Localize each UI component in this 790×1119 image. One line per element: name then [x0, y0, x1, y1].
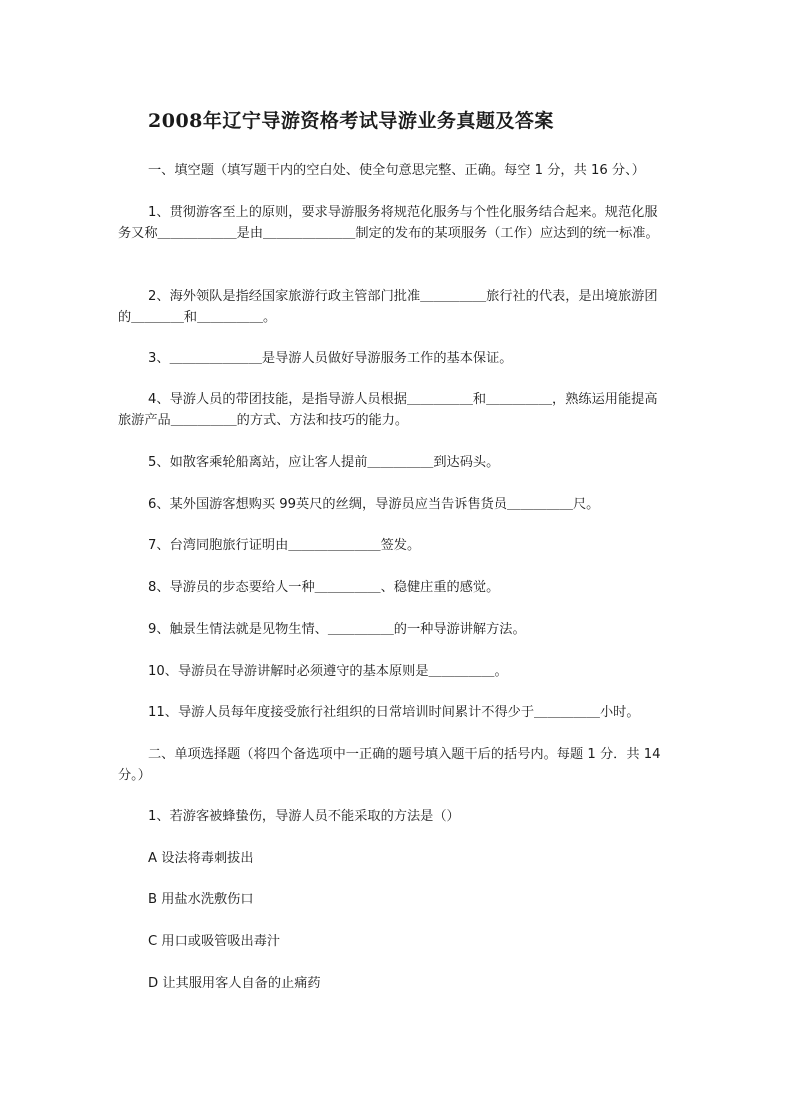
question-fill-2: 2、海外领队是指经国家旅游行政主管部门批准＿＿＿＿＿旅行社的代表，是出境旅游团的＿＿＿＿和＿＿＿＿＿。 — [118, 289, 658, 325]
question-fill-3: 3、＿＿＿＿＿＿＿是导游人员做好导游服务工作的基本保证。 — [148, 351, 513, 366]
question-choice-1: 1、若游客被蜂蛰伤，导游人员不能采取的方法是（） — [148, 809, 460, 824]
choice-option-c: C 用口或吸管吸出毒汁 — [148, 934, 281, 949]
question-fill-11: 11、导游人员每年度接受旅行社组织的日常培训时间累计不得少于＿＿＿＿＿小时。 — [148, 705, 640, 720]
question-fill-7: 7、台湾同胞旅行证明由＿＿＿＿＿＿＿签发。 — [148, 538, 421, 553]
question-fill-4: 4、导游人员的带团技能，是指导游人员根据＿＿＿＿＿和＿＿＿＿＿，熟练运用能提高旅游产品＿＿＿＿＿的方式、方法和技巧的能力。 — [118, 392, 658, 428]
choice-option-a: A 设法将毒刺拔出 — [148, 851, 254, 866]
question-fill-8: 8、导游员的步态要给人一种＿＿＿＿＿、稳健庄重的感觉。 — [148, 580, 500, 595]
question-fill-9: 9、触景生情法就是见物生情、＿＿＿＿＿的一种导游讲解方法。 — [148, 622, 526, 637]
question-fill-1: 1、贯彻游客至上的原则，要求导游服务将规范化服务与个性化服务结合起来。规范化服务又称＿＿＿＿＿＿是由＿＿＿＿＿＿＿制定的发布的某项服务（工作）应达到的统一标准。 — [118, 205, 659, 241]
question-fill-5: 5、如散客乘轮船离站，应让客人提前＿＿＿＿＿到达码头。 — [148, 455, 500, 470]
section-heading-single-choice: 二、单项选择题（将四个备选项中一正确的题号填入题干后的括号内。每题 1 分．共 14 分。） — [118, 747, 661, 783]
question-fill-10: 10、导游员在导游讲解时必须遵守的基本原则是＿＿＿＿＿。 — [148, 664, 508, 679]
choice-option-d: D 让其服用客人自备的止痛药 — [148, 976, 321, 991]
document-title: 2008年辽宁导游资格考试导游业务真题及答案 — [148, 110, 554, 132]
question-fill-6: 6、某外国游客想购买 99英尺的丝绸，导游员应当告诉售货员＿＿＿＿＿尺。 — [148, 497, 600, 512]
choice-option-b: B 用盐水洗敷伤口 — [148, 892, 254, 907]
section-heading-fill-in: 一、填空题（填写题干内的空白处、使全句意思完整、正确。每空 1 分，共 16 分、） — [148, 163, 645, 178]
